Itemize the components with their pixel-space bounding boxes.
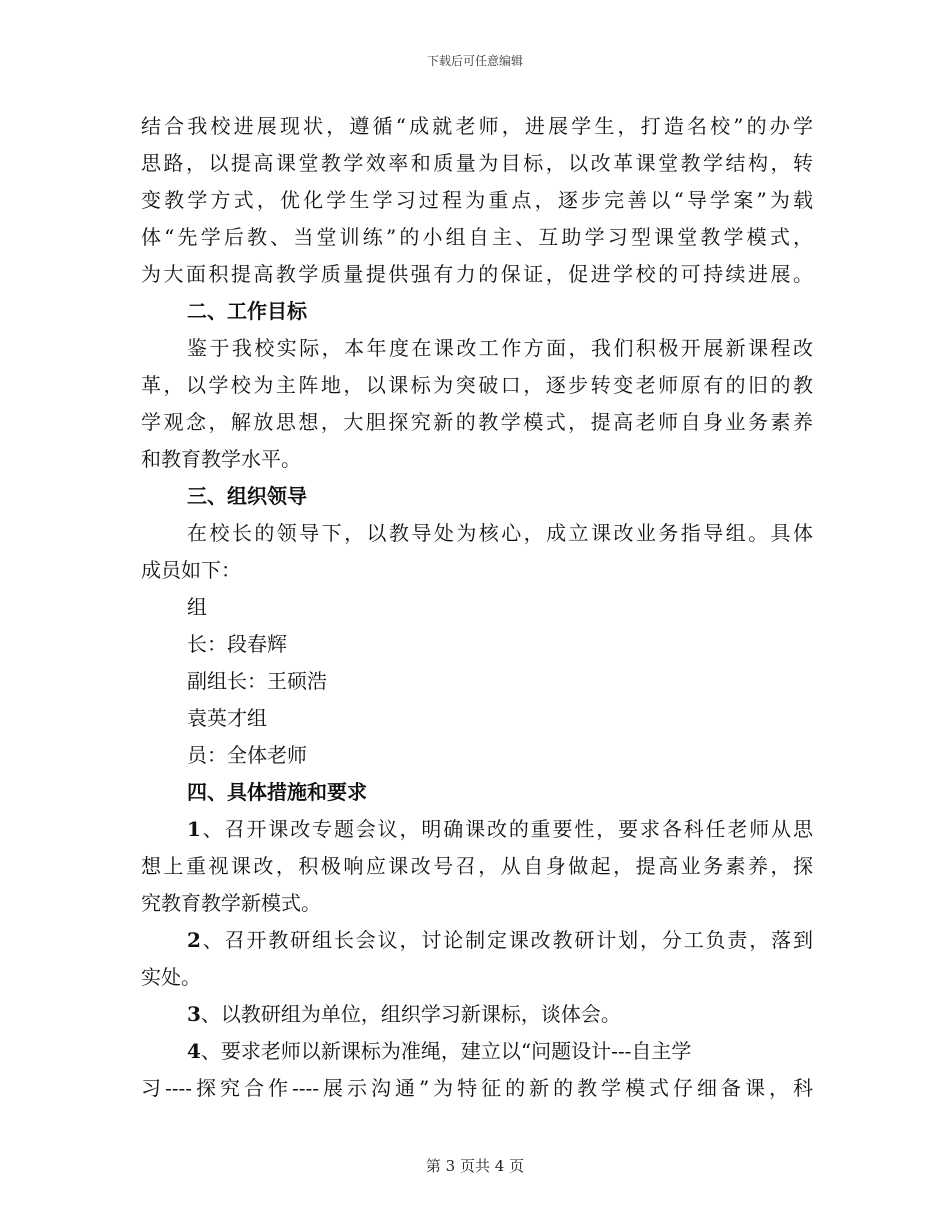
- section-heading-measures: 四、具体措施和要求: [187, 780, 367, 804]
- measure-text: 、以教研组为单位，组织学习新课标，谈体会。: [200, 1002, 621, 1026]
- intro-line-3: 变教学方式，优化学生学习过程为重点，逐步完善以“导学案”为载: [141, 188, 813, 212]
- intro-line-2: 思路，以提高课堂教学效率和质量为目标，以改革课堂教学结构，转: [141, 151, 813, 175]
- measure-2-line-2: 实处。: [141, 965, 201, 989]
- measure-1-line-2: 想上重视课改，积极响应课改号召，从自身做起，提高业务素养，探: [141, 854, 813, 878]
- page-footer: 第 3 页共 4 页: [425, 1157, 525, 1175]
- measure-4-line-1: [141, 1033, 813, 1070]
- member-line-3: 副组长：王硕浩: [187, 669, 327, 693]
- member-line-4: 袁英才组: [187, 706, 267, 730]
- measure-3-line-1: [141, 996, 813, 1033]
- member-line-1: 组: [187, 595, 207, 619]
- measure-1-line-1: [141, 811, 813, 848]
- document-body: [141, 108, 813, 1107]
- goals-line-4: 和教育教学水平。: [141, 447, 301, 471]
- measure-1-line-3: 究教育教学新模式。: [141, 891, 321, 915]
- goals-line-2: 革，以学校为主阵地，以课标为突破口，逐步转变老师原有的旧的教: [141, 373, 813, 397]
- measure-4-line-2: 习----探究合作----展示沟通”为特征的新的教学模式仔细备课，科: [141, 1076, 813, 1100]
- organization-line-2: 成员如下：: [141, 558, 241, 582]
- measure-number: 1: [187, 817, 201, 841]
- measure-text: 、召开课改专题会议，明确课改的重要性，要求各科任老师从思: [200, 817, 813, 841]
- measure-number: 2: [187, 928, 201, 952]
- measure-text: 、要求老师以新课标为准绳，建立以“问题设计---自主学: [200, 1039, 692, 1063]
- measure-number: 3: [187, 1002, 201, 1026]
- intro-line-4: 体“先学后教、当堂训练”的小组自主、互助学习型课堂教学模式，: [141, 225, 813, 249]
- goals-line-3: 学观念，解放思想，大胆探究新的教学模式，提高老师自身业务素养: [141, 410, 813, 434]
- measure-text: 、召开教研组长会议，讨论制定课改教研计划，分工负责，落到: [200, 928, 813, 952]
- section-heading-organization: 三、组织领导: [187, 484, 307, 508]
- goals-line-1: 鉴于我校实际，本年度在课改工作方面，我们积极开展新课程改: [187, 336, 813, 360]
- intro-line-5: 为大面积提高教学质量提供强有力的保证，促进学校的可持续进展。: [141, 262, 813, 286]
- section-heading-goals: 二、工作目标: [187, 299, 307, 323]
- organization-line-1: 在校长的领导下，以教导处为核心，成立课改业务指导组。具体: [187, 521, 813, 545]
- page-header: 下载后可任意编辑: [426, 54, 523, 68]
- intro-line-1: 结合我校进展现状，遵循“成就老师，进展学生，打造名校”的办学: [141, 114, 813, 138]
- measure-2-line-1: [141, 922, 813, 959]
- member-line-2: 长：段春辉: [187, 632, 287, 656]
- measure-number: 4: [187, 1039, 201, 1063]
- member-line-5: 员：全体老师: [187, 743, 307, 767]
